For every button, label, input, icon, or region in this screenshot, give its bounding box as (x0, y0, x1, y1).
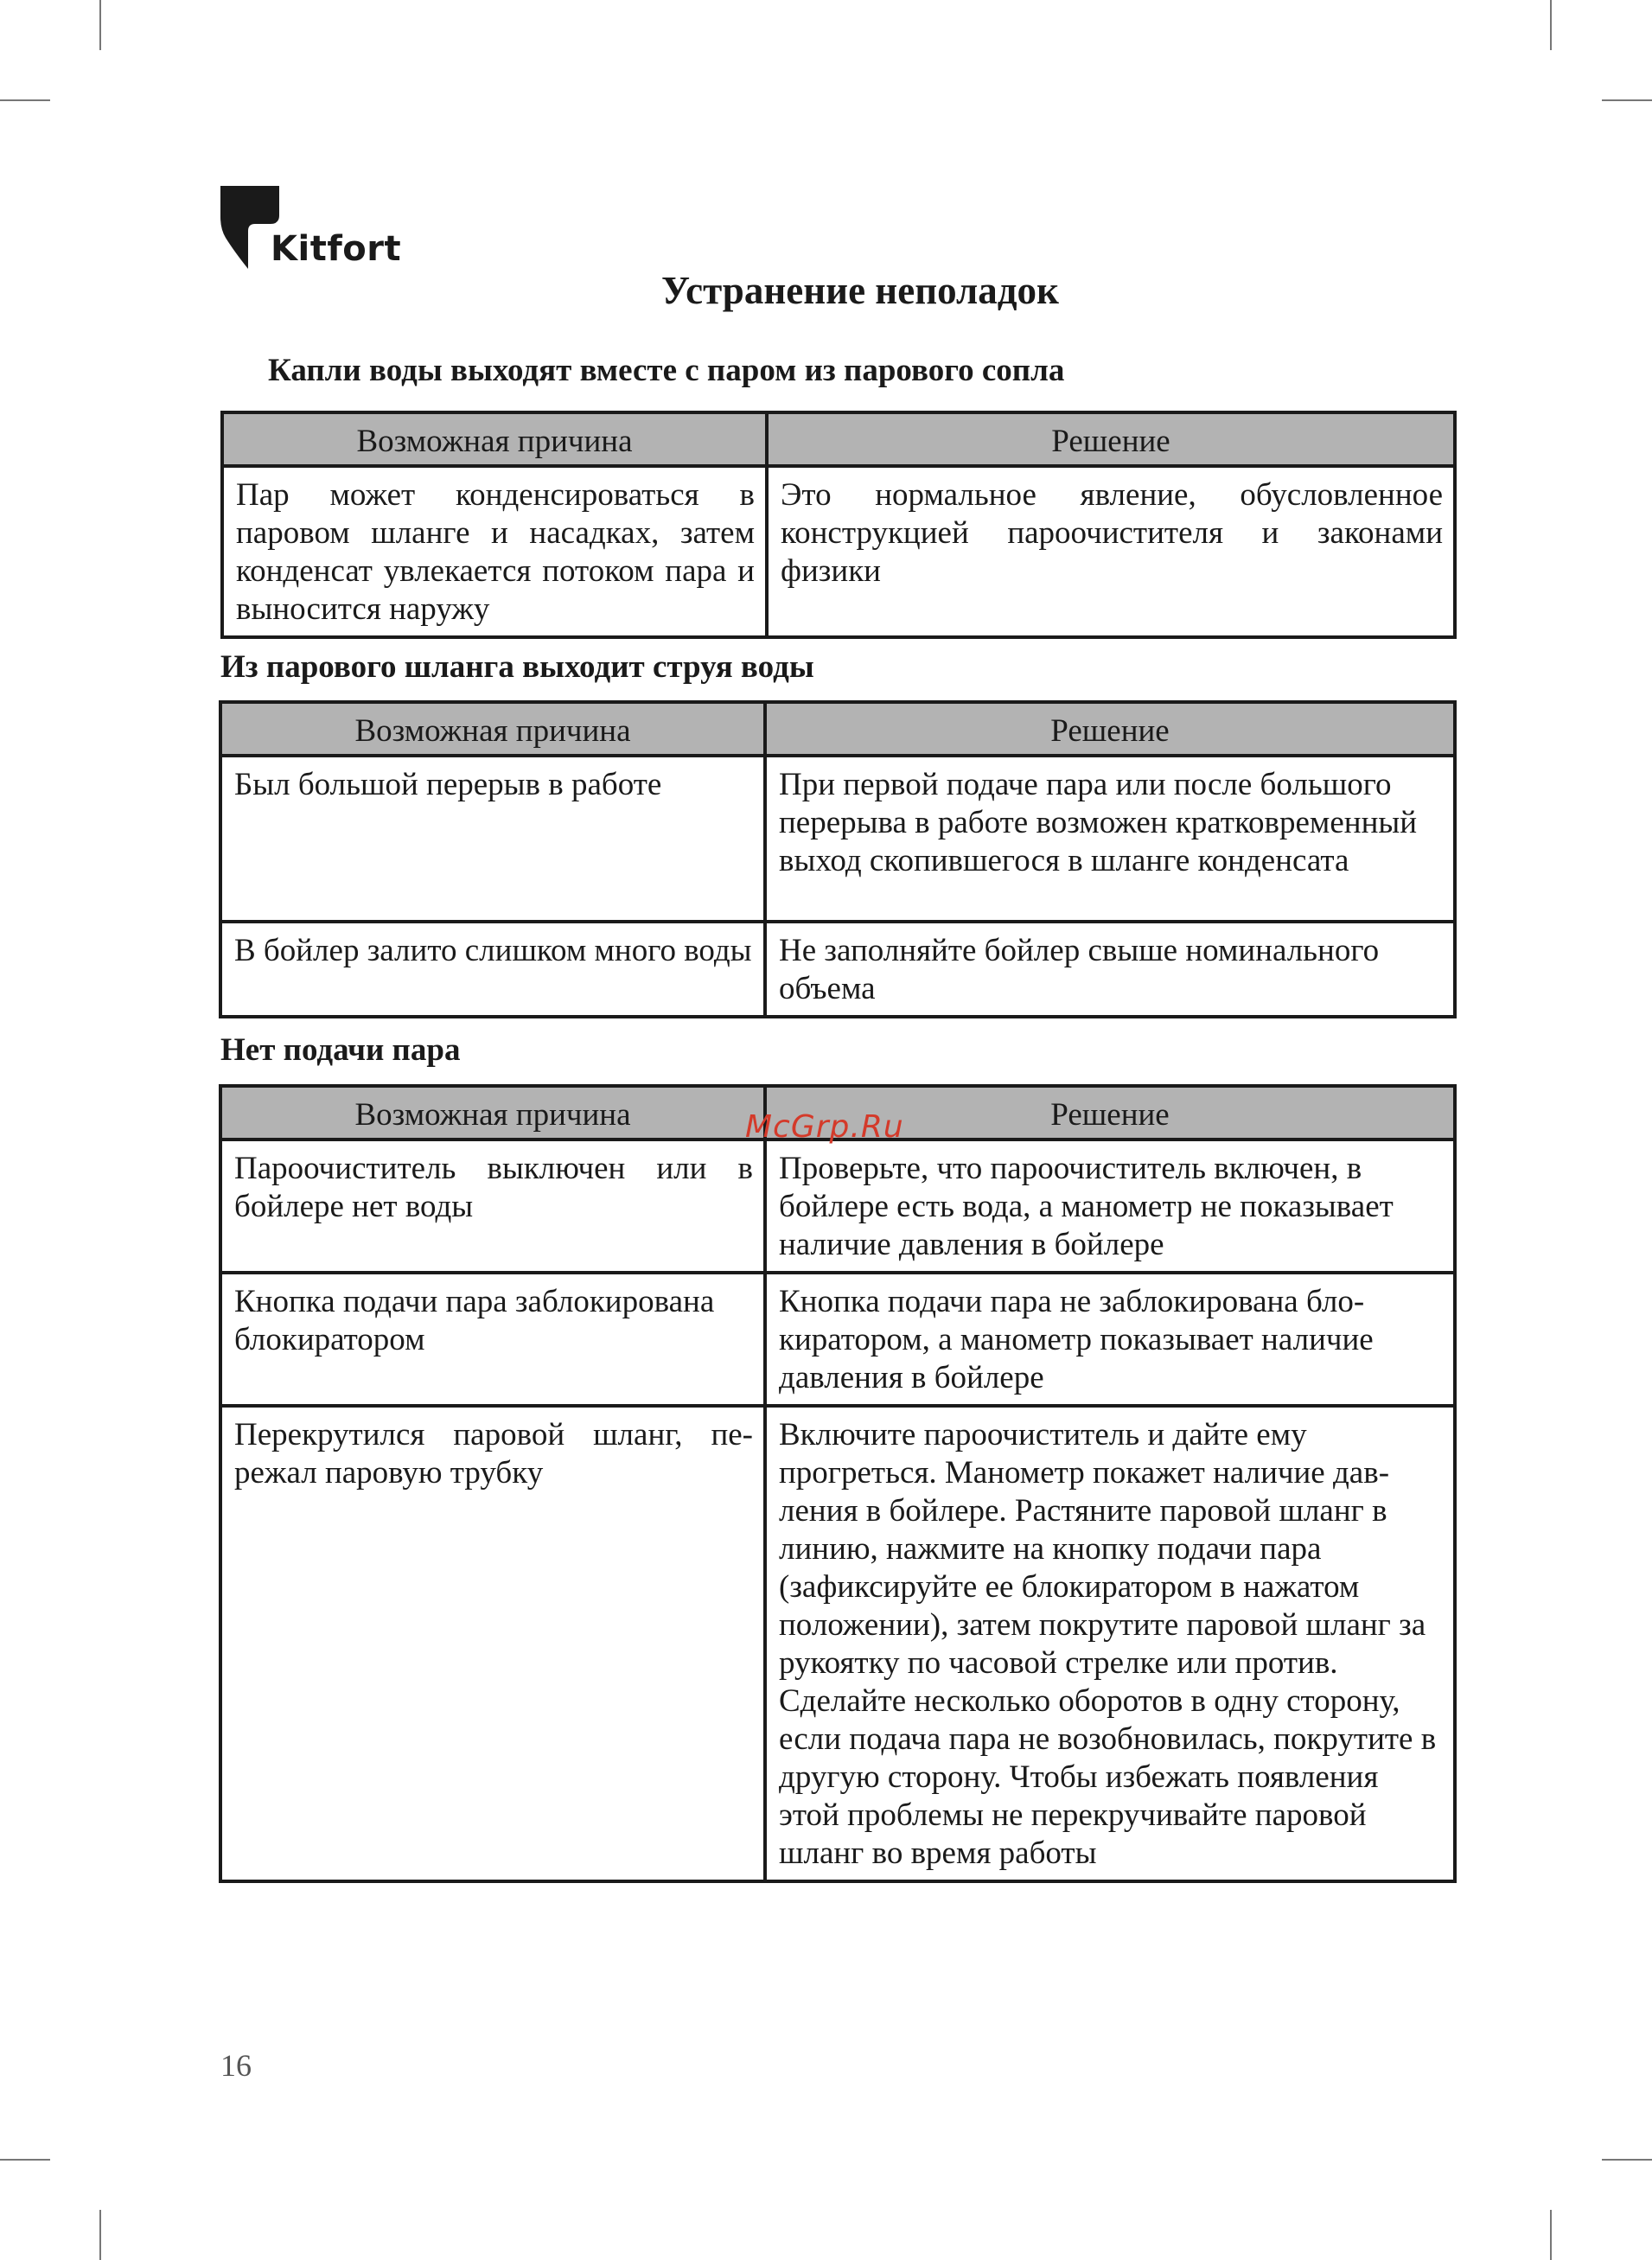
crop-mark (1550, 0, 1552, 50)
solution-cell: Проверьте, что пароочиститель включен, в бойлере есть вода, а манометр не показывает наличие давления в бойлере (765, 1140, 1455, 1273)
column-header-solution: Решение (765, 1086, 1455, 1140)
table-row (220, 756, 1455, 922)
crop-mark (0, 2159, 50, 2161)
table-row (222, 466, 1455, 637)
column-header-cause: Возможная причина (220, 702, 765, 756)
page-title: Устранение неполадок (661, 269, 1059, 312)
brand-name: Kitfort (271, 229, 402, 269)
cause-cell: Был большой перерыв в работе (220, 756, 765, 922)
cause-cell: Кнопка подачи пара заблокирована блокиратором (220, 1273, 765, 1406)
solution-cell: При первой подаче пара или после большого перерыва в работе возможен кратковременный выход скопившегося в шланге конденсата (765, 756, 1455, 922)
column-header-cause: Возможная причина (222, 412, 767, 466)
cause-cell: В бойлер залито слишком много воды (220, 922, 765, 1017)
table-header-row (220, 702, 1455, 756)
crop-mark (0, 99, 50, 101)
table-row (220, 1406, 1455, 1881)
crop-mark (1550, 2210, 1552, 2260)
table-row (220, 1273, 1455, 1406)
brand-logo (220, 186, 402, 272)
table-header-row (222, 412, 1455, 466)
troubleshooting-table (220, 411, 1457, 639)
section-heading: Из парового шланга выходит струя воды (220, 649, 814, 685)
table-row (220, 1140, 1455, 1273)
solution-cell: Это нормальное явление, обусловленное конструкцией пароочистителя и законами физики (767, 466, 1455, 637)
cause-cell: Пароочиститель выключен или в бойлере нет воды (220, 1140, 765, 1273)
crop-mark (99, 0, 101, 50)
solution-cell: Включите пароочиститель и дайте ему прогреться. Манометр покажет наличие давления в бойлере. Растяните паровой шланг в линию, нажмите на кнопку подачи пара (зафиксируйте ее блокиратором в нажатом положении), затем покрутите паровой шланг за рукоятку по часовой стрелке или против. Сделайте несколько оборотов в одну сторону, если подача пара не возобновилась, покрутите в другую сторону. Чтобы избежать появления этой проблемы не перекручивайте паровой шланг во время работы (765, 1406, 1455, 1881)
solution-cell: Кнопка подачи пара не заблокирована блокиратором, а манометр показывает наличие давления в бойлере (765, 1273, 1455, 1406)
troubleshooting-table (219, 700, 1457, 1018)
troubleshooting-table (219, 1084, 1457, 1883)
column-header-solution: Решение (767, 412, 1455, 466)
column-header-solution: Решение (765, 702, 1455, 756)
crop-mark (1602, 2159, 1652, 2161)
column-header-cause: Возможная причина (220, 1086, 765, 1140)
crop-mark (99, 2210, 101, 2260)
section-heading: Капли воды выходят вместе с паром из парового сопла (268, 353, 1065, 388)
table-row (220, 922, 1455, 1017)
crop-mark (1602, 99, 1652, 101)
section-heading: Нет подачи пара (220, 1032, 461, 1068)
watermark: McGrp.Ru (745, 1109, 904, 1145)
solution-cell: Не заполняйте бойлер свыше номинального объема (765, 922, 1455, 1017)
page-number: 16 (220, 2048, 252, 2083)
cause-cell: Пар может конденсироваться в паровом шланге и насадках, затем конденсат увлекается потоком пара и выносится наружу (222, 466, 767, 637)
cause-cell: Перекрутился паровой шланг, пережал паровую трубку (220, 1406, 765, 1881)
